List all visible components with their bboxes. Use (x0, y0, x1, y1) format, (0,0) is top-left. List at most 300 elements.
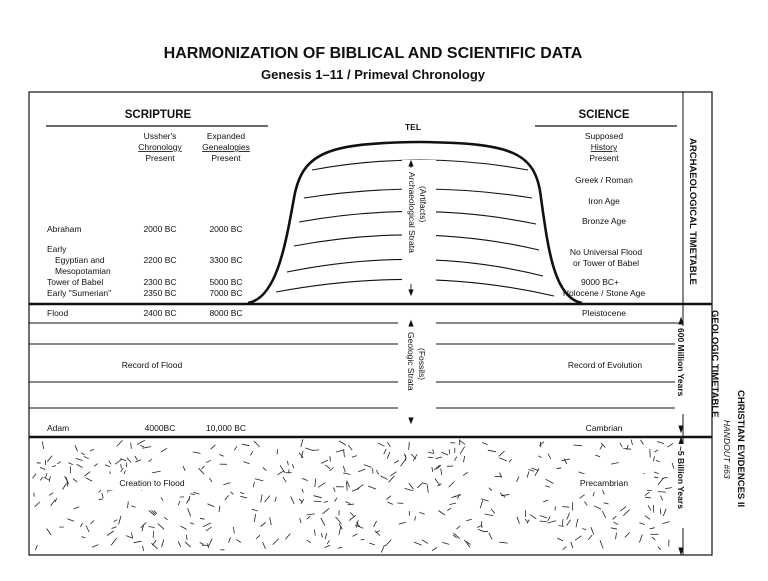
pre-years-label: ~5 Billion Years (676, 446, 686, 509)
expanded-header-line-3: Present (211, 153, 241, 163)
texture-dash (99, 499, 103, 500)
texture-dash (500, 542, 508, 543)
texture-dash (611, 528, 617, 529)
texture-dash (555, 506, 556, 510)
texture-dash (419, 512, 424, 514)
texture-dash (600, 445, 603, 449)
texture-dash (639, 535, 642, 543)
texture-dash (178, 501, 180, 505)
texture-dash (193, 492, 199, 494)
texture-dash (209, 478, 212, 482)
texture-dash (582, 529, 586, 530)
texture-dash (40, 477, 42, 480)
geo-strata-sublabel: (Fossils) (417, 348, 427, 380)
texture-dash (292, 464, 293, 468)
science-iron-age: Iron Age (588, 196, 620, 206)
texture-dash (491, 509, 495, 513)
texture-dash (47, 529, 52, 536)
texture-dash (548, 516, 551, 521)
texture-dash (63, 484, 67, 490)
texture-dash (387, 442, 390, 447)
texture-dash (219, 506, 220, 512)
texture-dash (661, 496, 663, 501)
texture-dash (449, 482, 455, 488)
texture-dash (299, 499, 302, 502)
texture-dash (318, 483, 326, 488)
texture-dash (593, 492, 594, 496)
texture-dash (263, 542, 266, 549)
texture-dash (657, 442, 664, 444)
texture-dash (387, 496, 391, 500)
texture-dash (107, 531, 114, 536)
texture-dash (543, 500, 548, 502)
texture-dash (47, 456, 52, 462)
texture-dash (485, 514, 493, 516)
page-title: HARMONIZATION OF BIBLICAL AND SCIENTIFIC DATA (164, 45, 583, 62)
texture-dash (415, 516, 416, 520)
texture-dash (270, 517, 272, 525)
page-subtitle: Genesis 1–11 / Primeval Chronology (261, 67, 486, 82)
texture-dash (102, 493, 103, 498)
texture-dash (69, 463, 73, 465)
texture-dash (219, 455, 224, 457)
texture-dash (193, 452, 201, 453)
handout-number: HANDOUT #63 (722, 420, 732, 479)
texture-dash (321, 460, 328, 463)
texture-dash (240, 492, 244, 494)
texture-dash (602, 490, 604, 494)
texture-dash (261, 495, 262, 503)
texture-dash (349, 515, 356, 520)
texture-dash (530, 515, 536, 520)
geo-label-mask (398, 318, 436, 428)
ussher-header-line-2: Chronology (138, 142, 182, 152)
texture-dash (588, 535, 592, 540)
texture-dash (654, 472, 659, 474)
texture-dash (105, 465, 110, 467)
texture-dash (302, 478, 308, 480)
texture-dash (432, 548, 437, 551)
texture-dash (52, 466, 56, 467)
texture-dash (183, 466, 185, 471)
texture-dash (447, 508, 451, 510)
texture-dash (548, 454, 551, 460)
texture-dash (324, 501, 328, 502)
texture-dash (620, 443, 622, 447)
row-egyptian-ussher: 2200 BC (143, 255, 176, 265)
texture-dash (653, 457, 654, 462)
row-sumerian-ussher: 2350 BC (143, 288, 176, 298)
texture-dash (203, 523, 211, 527)
texture-dash (255, 479, 263, 481)
texture-dash (557, 538, 563, 541)
row-sumerian-expanded: 7000 BC (209, 288, 242, 298)
texture-dash (558, 526, 564, 527)
texture-dash (378, 443, 384, 446)
texture-dash (576, 519, 578, 527)
texture-dash (348, 445, 352, 450)
texture-dash (265, 496, 270, 503)
texture-dash (546, 479, 554, 483)
texture-dash (234, 446, 237, 450)
texture-dash (322, 533, 323, 537)
texture-dash (207, 504, 214, 507)
texture-dash (433, 449, 434, 453)
texture-dash (422, 540, 428, 544)
texture-dash (252, 509, 258, 511)
texture-dash (181, 526, 187, 529)
texture-dash (655, 450, 659, 452)
texture-dash (336, 517, 342, 524)
texture-dash (57, 462, 61, 464)
texture-dash (91, 520, 95, 524)
texture-dash (209, 539, 213, 547)
texture-dash (312, 450, 319, 451)
texture-dash (394, 461, 399, 464)
row-abraham-ussher: 2000 BC (143, 224, 176, 234)
texture-dash (325, 465, 330, 469)
texture-dash (428, 452, 433, 454)
texture-dash (161, 497, 163, 500)
texture-dash (33, 474, 37, 479)
tel-label: TEL (405, 122, 421, 132)
texture-dash (230, 492, 233, 495)
texture-dash (353, 534, 358, 537)
texture-dash (327, 540, 329, 544)
texture-dash (321, 518, 325, 526)
texture-dash (44, 477, 50, 480)
texture-dash (648, 505, 651, 510)
texture-dash (315, 479, 316, 488)
science-holocene: Holocene / Stone Age (563, 288, 646, 298)
texture-dash (254, 441, 260, 447)
texture-dash (73, 479, 77, 483)
texture-dash (323, 508, 330, 514)
texture-dash (454, 457, 457, 461)
texture-dash (164, 517, 167, 520)
texture-dash (161, 448, 167, 452)
row-egyptian-label: Egyptian and (55, 255, 105, 265)
texture-dash (368, 486, 376, 489)
texture-dash (325, 533, 327, 539)
texture-dash (389, 476, 395, 483)
row-babel-ussher: 2300 BC (143, 277, 176, 287)
texture-dash (76, 458, 83, 460)
row-flood-expanded: 8000 BC (209, 308, 242, 318)
texture-dash (422, 483, 427, 484)
texture-dash (387, 502, 393, 504)
texture-dash (261, 523, 266, 527)
handout-title: CHRISTIAN EVIDENCES II (735, 390, 746, 507)
texture-dash (149, 459, 152, 462)
texture-dash (188, 508, 191, 516)
texture-dash (463, 472, 468, 475)
geo-strata-label: Geologic Strata (406, 332, 416, 391)
texture-dash (65, 476, 69, 484)
texture-dash (465, 541, 470, 547)
texture-dash (291, 496, 294, 503)
texture-dash (654, 477, 658, 478)
texture-dash (109, 461, 111, 465)
texture-dash (477, 525, 482, 527)
texture-dash (374, 521, 377, 527)
texture-dash (665, 488, 672, 489)
supposed-header-line-3: Present (589, 153, 619, 163)
texture-dash (190, 523, 194, 524)
texture-dash (74, 507, 80, 509)
texture-dash (352, 489, 359, 492)
texture-dash (151, 543, 157, 549)
texture-dash (81, 453, 85, 455)
texture-dash (663, 509, 666, 516)
texture-dash (285, 534, 290, 540)
texture-dash (67, 519, 74, 522)
row-abraham-label: Abraham (47, 224, 82, 234)
texture-dash (658, 478, 664, 485)
texture-dash (49, 476, 50, 482)
texture-dash (283, 477, 286, 482)
creation-to-flood: Creation to Flood (119, 478, 184, 488)
texture-dash (94, 464, 98, 467)
texture-dash (152, 540, 156, 545)
texture-dash (186, 498, 190, 504)
row-flood-label: Flood (47, 308, 69, 318)
texture-dash (427, 485, 428, 493)
texture-dash (131, 506, 135, 507)
texture-dash (660, 509, 661, 515)
texture-dash (200, 518, 205, 519)
expanded-header-line-1: Expanded (207, 131, 246, 141)
texture-dash (200, 542, 204, 544)
texture-dash (602, 511, 605, 518)
texture-dash (672, 463, 674, 469)
texture-dash (413, 454, 417, 460)
texture-dash (250, 451, 253, 455)
texture-dash (134, 541, 142, 543)
texture-dash (148, 527, 154, 528)
texture-dash (275, 497, 277, 502)
row-abraham-expanded: 2000 BC (209, 224, 242, 234)
texture-dash (641, 440, 644, 445)
texture-dash (399, 522, 406, 524)
texture-dash (458, 494, 460, 499)
texture-dash (307, 514, 315, 515)
ussher-header-line-1: Ussher's (144, 131, 177, 141)
texture-dash (662, 522, 669, 524)
texture-dash (77, 464, 83, 467)
texture-dash (384, 449, 387, 454)
texture-dash (545, 486, 550, 487)
texture-dash (442, 542, 449, 544)
texture-dash (613, 516, 617, 519)
texture-dash (253, 482, 254, 488)
texture-dash (343, 473, 350, 474)
archaeological-timetable-label: ARCHAEOLOGICAL TIMETABLE (687, 138, 698, 285)
texture-dash (158, 524, 164, 530)
texture-dash (456, 526, 460, 529)
texture-dash (229, 537, 231, 543)
texture-dash (80, 523, 82, 527)
texture-dash (314, 501, 322, 502)
texture-dash (287, 461, 288, 465)
texture-dash (381, 476, 388, 480)
texture-dash (538, 456, 542, 458)
texture-dash (201, 466, 204, 469)
texture-dash (345, 502, 350, 504)
texture-dash (405, 488, 414, 491)
texture-dash (381, 545, 384, 552)
texture-dash (562, 507, 569, 508)
supposed-header-line-2: History (591, 142, 618, 152)
texture-dash (256, 535, 260, 539)
texture-dash (432, 467, 433, 472)
texture-dash (117, 440, 123, 446)
texture-dash (436, 457, 442, 459)
texture-dash (152, 471, 161, 473)
texture-dash (414, 542, 422, 545)
texture-dash (90, 449, 94, 451)
texture-dash (495, 476, 502, 477)
texture-dash (81, 537, 85, 538)
texture-dash (387, 452, 389, 459)
texture-dash (185, 542, 191, 547)
texture-dash (401, 459, 406, 466)
texture-dash (86, 478, 93, 481)
texture-dash (135, 456, 138, 460)
texture-dash (580, 495, 585, 499)
texture-dash (385, 540, 391, 547)
texture-dash (225, 495, 229, 500)
texture-dash (614, 522, 619, 524)
texture-dash (620, 507, 626, 512)
texture-dash (112, 527, 117, 529)
texture-dash (300, 518, 301, 523)
texture-dash (115, 459, 122, 464)
texture-dash (325, 545, 331, 547)
texture-dash (49, 493, 53, 496)
texture-dash (653, 505, 654, 513)
texture-dash (529, 469, 535, 471)
texture-dash (438, 511, 445, 516)
texture-dash (330, 468, 334, 471)
texture-dash (278, 471, 284, 475)
texture-dash (46, 473, 48, 477)
texture-dash (631, 440, 632, 445)
texture-dash (126, 536, 132, 539)
texture-dash (611, 463, 619, 465)
texture-dash (307, 516, 310, 519)
science-greek-roman: Greek / Roman (575, 175, 633, 185)
texture-dash (128, 501, 129, 508)
texture-dash (482, 521, 483, 528)
texture-dash (336, 450, 344, 452)
texture-dash (346, 482, 347, 491)
texture-dash (254, 514, 256, 522)
row-adam-expanded: 10,000 BC (206, 423, 246, 433)
texture-dash (234, 527, 235, 534)
texture-dash (540, 521, 547, 522)
texture-dash (540, 516, 547, 518)
texture-dash (187, 535, 188, 540)
texture-dash (86, 526, 89, 533)
texture-dash (595, 455, 600, 457)
texture-dash (339, 526, 341, 535)
texture-dash (358, 469, 365, 472)
texture-dash (390, 472, 396, 476)
texture-dash (131, 443, 132, 449)
texture-dash (236, 539, 240, 542)
texture-dash (557, 468, 562, 469)
texture-dash (499, 451, 505, 456)
texture-dash (645, 497, 651, 498)
arch-strata-sublabel: (Artifacts) (418, 186, 428, 223)
texture-dash (525, 519, 528, 522)
texture-dash (499, 458, 506, 461)
texture-dash (656, 460, 660, 462)
texture-dash (42, 441, 44, 449)
texture-dash (84, 456, 89, 459)
texture-dash (223, 483, 230, 485)
science-no-babel: or Tower of Babel (573, 258, 639, 268)
science-pleistocene: Pleistocene (582, 308, 626, 318)
texture-dash (459, 440, 465, 444)
texture-dash (34, 493, 35, 497)
texture-dash (625, 532, 630, 537)
texture-dash (137, 440, 145, 444)
texture-dash (314, 496, 322, 498)
texture-dash (263, 467, 267, 470)
texture-dash (40, 467, 45, 469)
texture-dash (35, 502, 40, 507)
texture-dash (301, 439, 303, 447)
texture-dash (339, 441, 346, 445)
texture-dash (114, 520, 118, 522)
texture-dash (662, 477, 668, 478)
texture-dash (35, 545, 37, 550)
texture-dash (314, 530, 315, 536)
texture-dash (527, 471, 529, 477)
texture-dash (561, 459, 570, 461)
texture-dash (211, 445, 216, 449)
texture-dash (350, 512, 354, 517)
texture-dash (335, 498, 337, 502)
texture-dash (616, 533, 617, 540)
texture-dash (466, 519, 472, 521)
texture-dash (652, 537, 656, 540)
texture-dash (364, 465, 372, 468)
science-bronze-age: Bronze Age (582, 216, 626, 226)
texture-dash (208, 543, 209, 548)
texture-dash (509, 459, 512, 462)
texture-dash (153, 531, 154, 538)
precambrian-texture (33, 439, 674, 552)
texture-dash (348, 504, 354, 505)
geo-years-label: 600 Million Years (676, 328, 686, 397)
texture-dash (563, 547, 567, 550)
texture-dash (658, 492, 666, 493)
ussher-header-line-3: Present (145, 153, 175, 163)
science-9000bc: 9000 BC+ (581, 277, 619, 287)
texture-dash (488, 450, 496, 452)
texture-dash (449, 449, 450, 454)
row-babel-expanded: 5000 BC (209, 277, 242, 287)
texture-dash (119, 516, 121, 525)
texture-dash (441, 469, 442, 476)
texture-dash (143, 546, 144, 551)
texture-dash (639, 523, 644, 525)
expanded-header-line-2: Genealogies (202, 142, 250, 152)
row-adam-label: Adam (47, 423, 69, 433)
